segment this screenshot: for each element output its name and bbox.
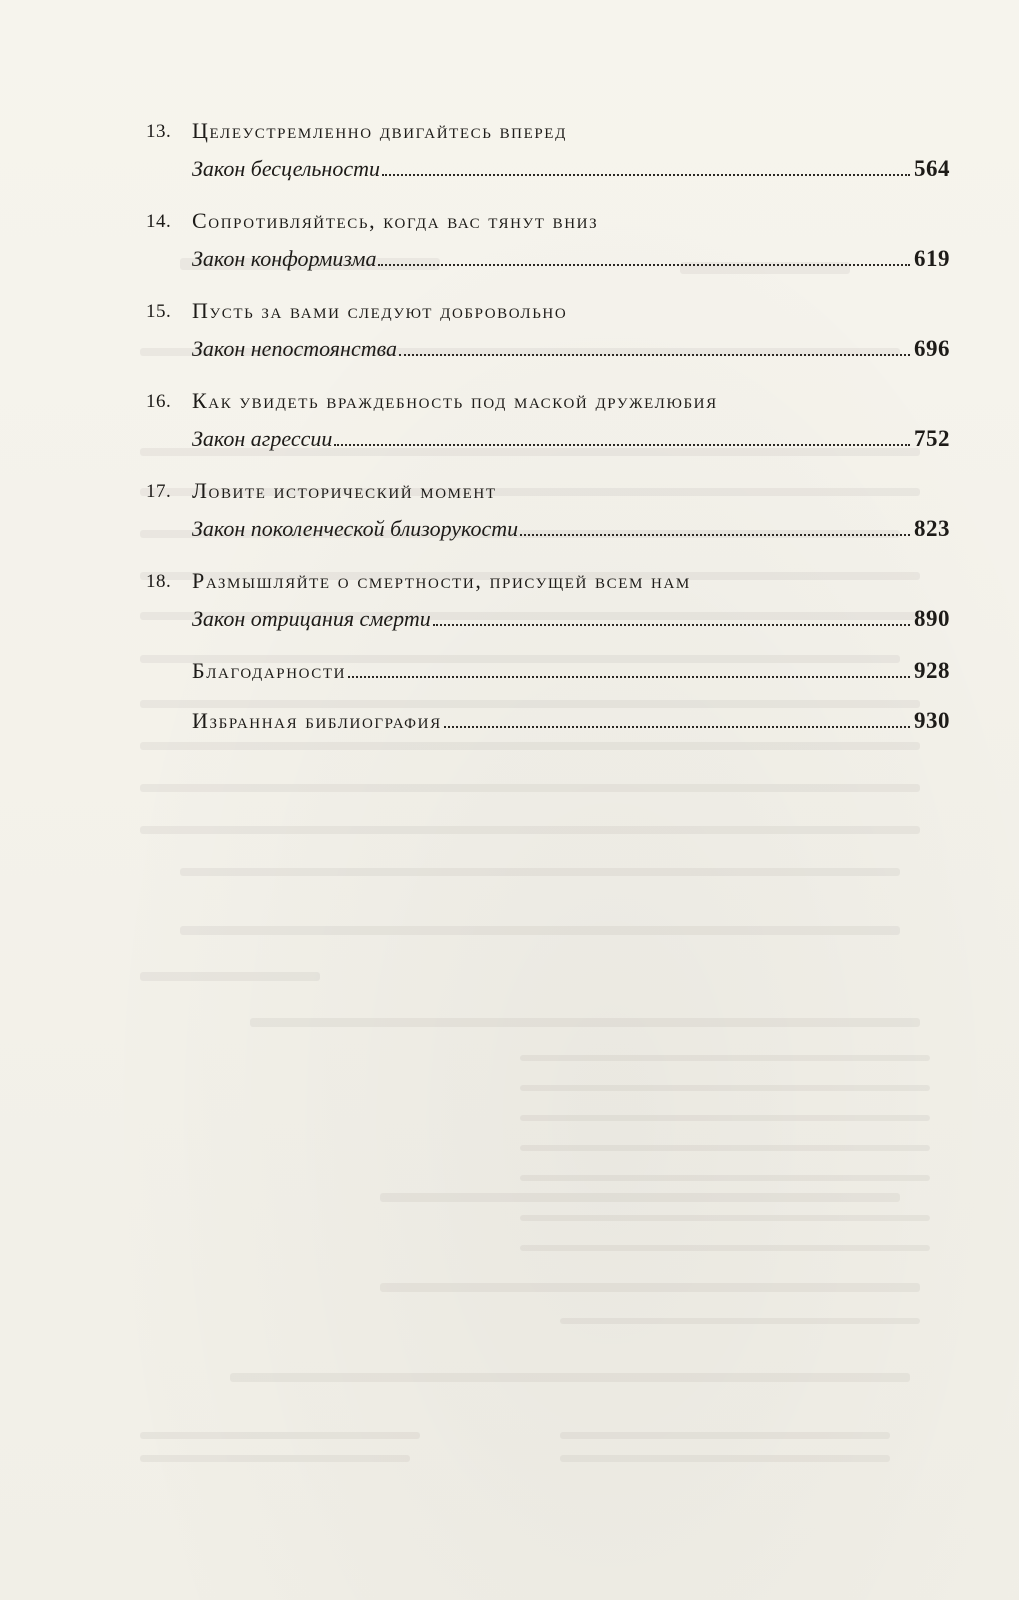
page-number: 696 [914,336,950,361]
chapter-law: Закон непостоянства [192,336,397,361]
toc-entry-chapter-14[interactable] [140,208,950,298]
toc-entry-acknowledgements[interactable] [140,658,950,708]
chapter-number: 15. [146,301,172,322]
chapter-law-line [192,246,950,276]
chapter-number: 18. [146,571,172,592]
chapter-law: Закон конформизма [192,246,377,271]
page-number: 564 [914,156,950,181]
page-number: 930 [914,708,950,733]
toc-entry-line [192,708,950,738]
chapter-title: Сопротивляйтесь, когда вас тянут вниз [192,208,599,233]
chapter-law-line [192,156,950,186]
dot-leader [520,534,910,536]
table-of-contents [140,118,950,758]
section-title: Благодарности [192,658,347,683]
dot-leader [348,676,910,678]
chapter-law-line [192,606,950,636]
toc-entry-chapter-15[interactable] [140,298,950,388]
chapter-number: 16. [146,391,172,412]
toc-entry-chapter-13[interactable] [140,118,950,208]
chapter-law: Закон поколенческой близорукости [192,516,519,541]
chapter-law: Закон агрессии [192,426,333,451]
chapter-number: 14. [146,211,172,232]
toc-entry-chapter-16[interactable] [140,388,950,478]
toc-entry-line [192,658,950,688]
section-title: Избранная библиография [192,708,442,733]
chapter-law: Закон отрицания смерти [192,606,431,631]
page-number: 890 [914,606,950,631]
page-number: 928 [914,658,950,683]
toc-entry-chapter-18[interactable] [140,568,950,658]
chapter-law: Закон бесцельности [192,156,380,181]
chapter-title: Пусть за вами следуют добровольно [192,298,568,323]
chapter-number: 13. [146,121,172,142]
dot-leader [334,444,910,446]
chapter-law-line [192,336,950,366]
chapter-title: Целеустремленно двигайтесь вперед [192,118,567,143]
dot-leader [378,264,910,266]
dot-leader [444,726,910,728]
chapter-number: 17. [146,481,172,502]
dot-leader [399,354,910,356]
dot-leader [433,624,910,626]
page-number: 752 [914,426,950,451]
chapter-law-line [192,516,950,546]
page-number: 823 [914,516,950,541]
toc-entry-chapter-17[interactable] [140,478,950,568]
chapter-title: Ловите исторический момент [192,478,497,503]
chapter-title: Как увидеть враждебность под маской дружелюбия [192,388,718,413]
page-number: 619 [914,246,950,271]
chapter-title: Размышляйте о смертности, присущей всем нам [192,568,691,593]
toc-entry-bibliography[interactable] [140,708,950,758]
dot-leader [382,174,910,176]
chapter-law-line [192,426,950,456]
